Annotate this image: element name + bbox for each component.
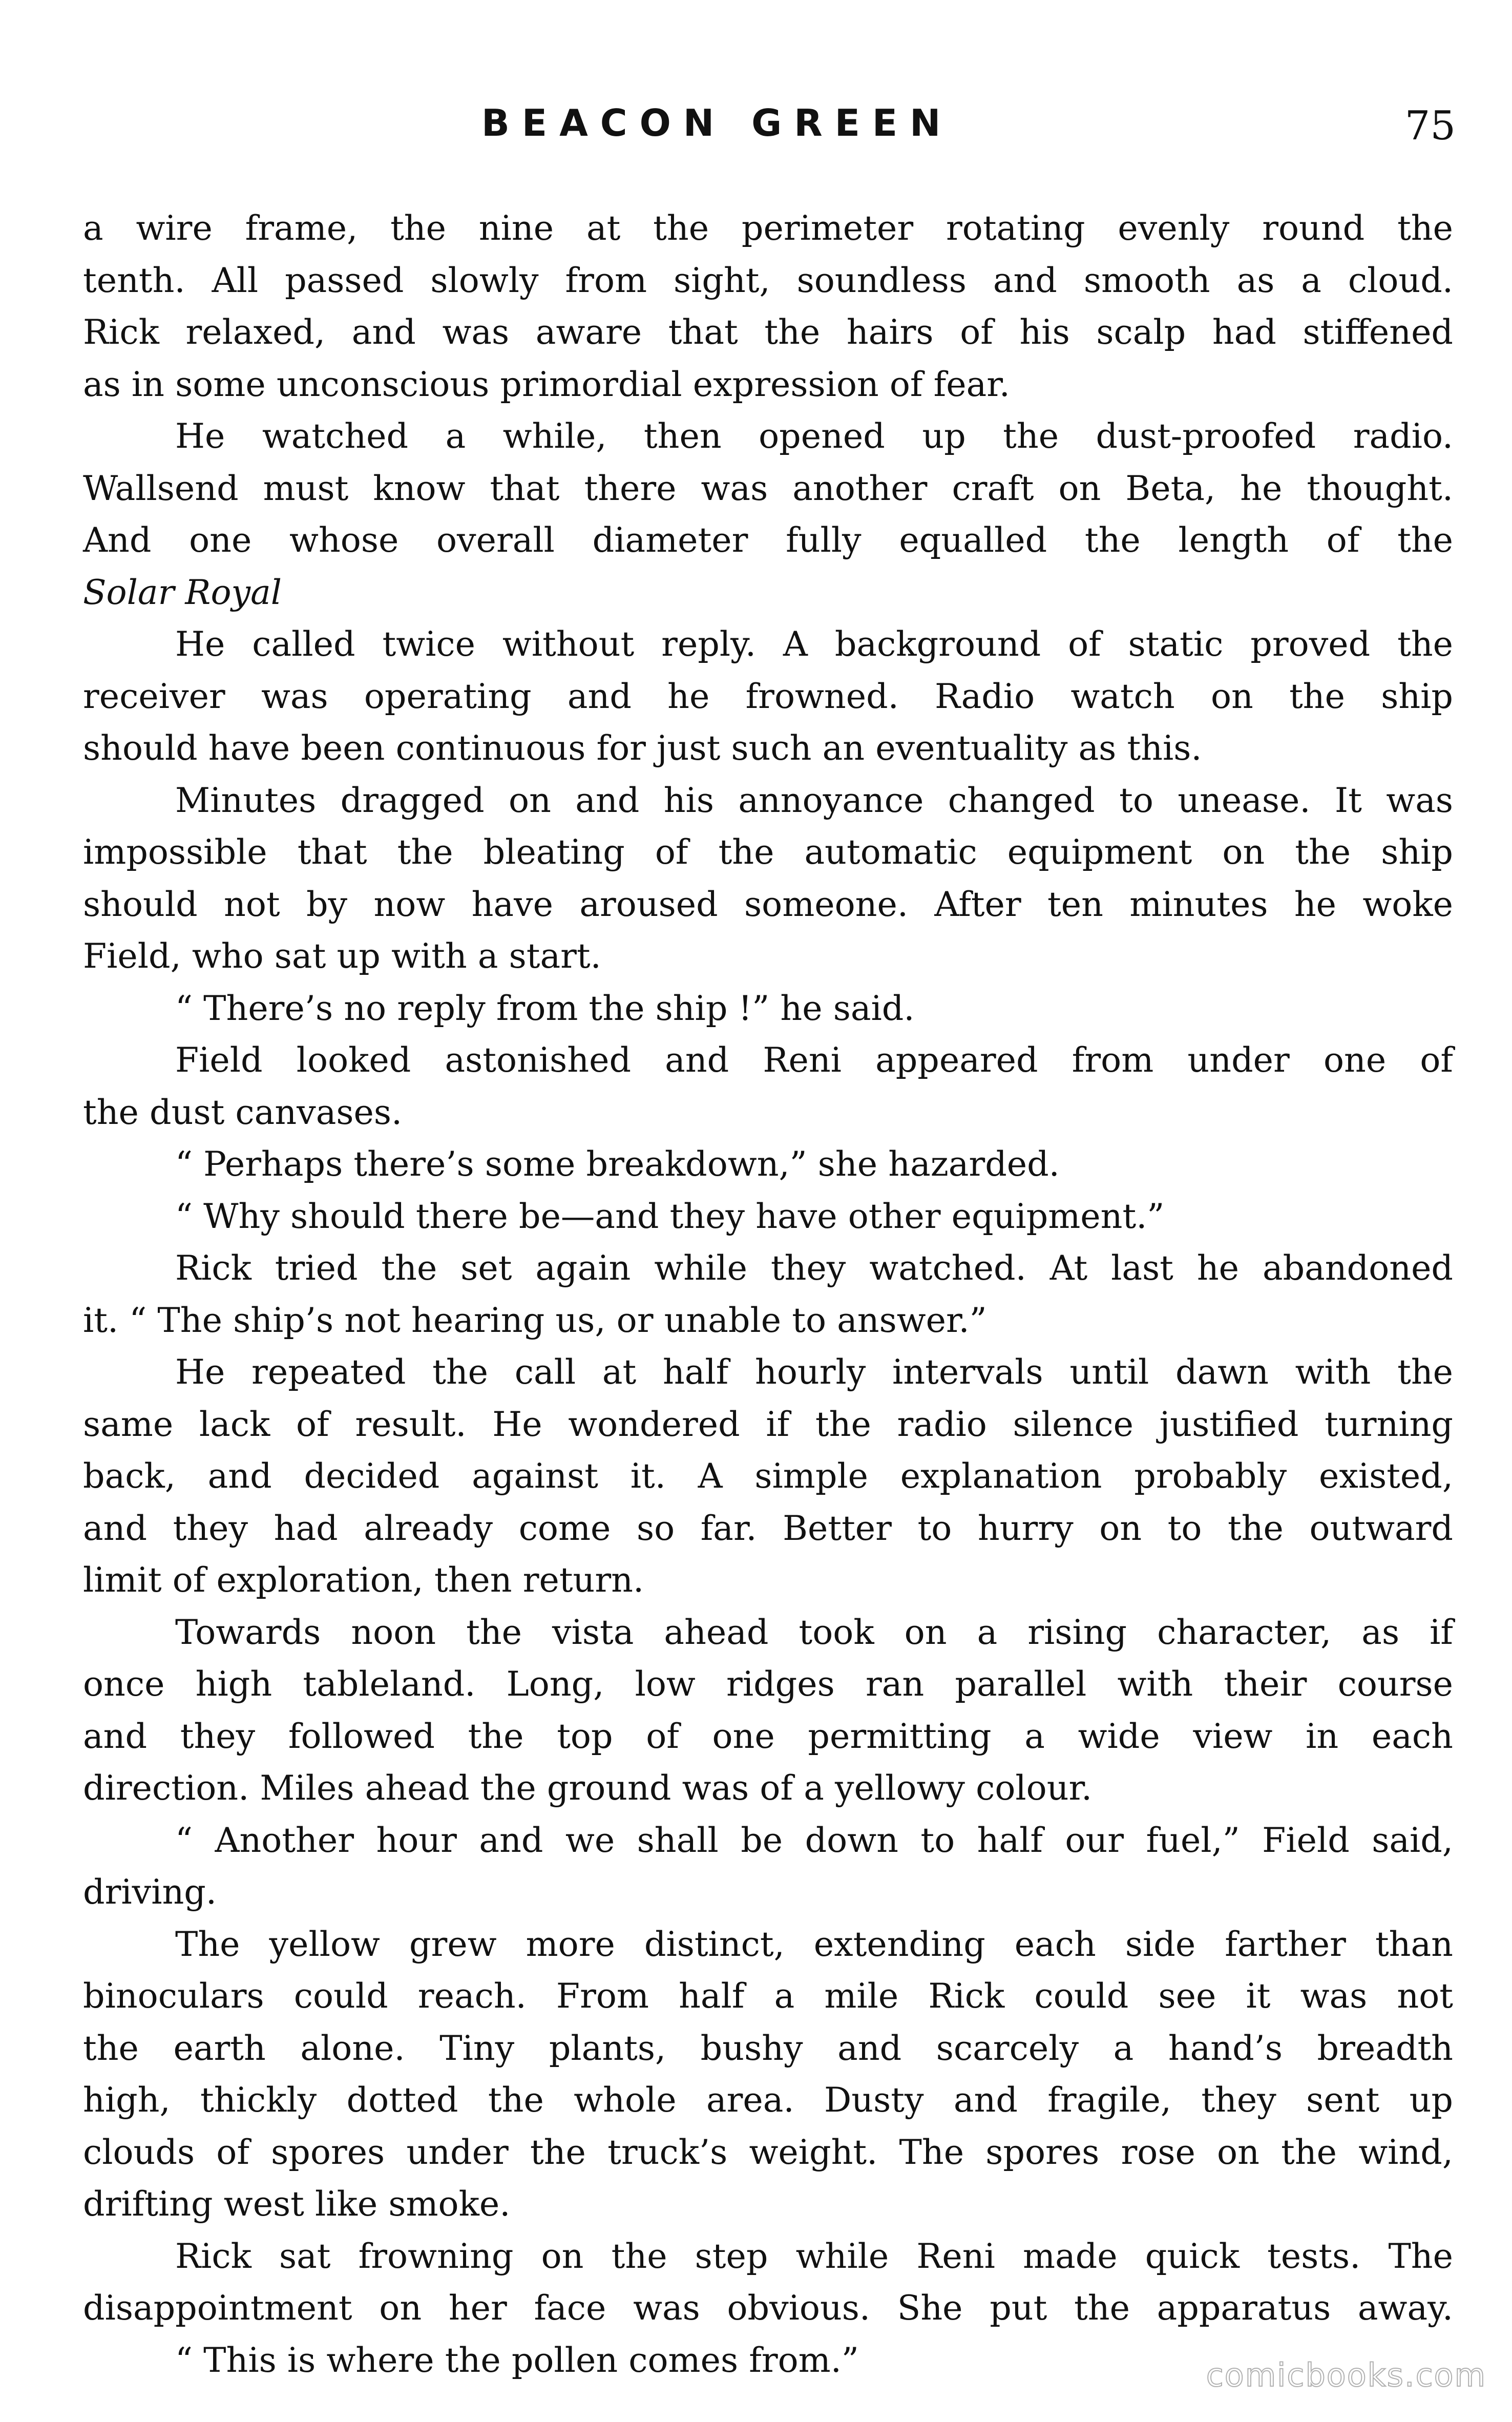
text-line: driving. <box>83 1872 217 1912</box>
text-line: the dust canvases. <box>83 1092 403 1132</box>
text-line: He repeated the call at half hourly intervals until dawn with the <box>175 1352 1453 1392</box>
text-line: “ Another hour and we shall be down to half our fuel,” Field said, <box>175 1820 1453 1860</box>
text-line: should not by now have aroused someone. After ten minutes he woke <box>83 884 1453 924</box>
text-line: it. “ The ship’s not hearing us, or unable to answer.” <box>83 1300 987 1340</box>
text-line: receiver was operating and he frowned. Radio watch on the ship <box>83 676 1453 716</box>
paragraph <box>83 1346 1453 1606</box>
text-line: high, thickly dotted the whole area. Dusty and fragile, they sent up <box>83 2080 1453 2120</box>
text-line: as in some unconscious primordial expression of fear. <box>83 364 1010 404</box>
paragraph <box>83 1918 1453 2230</box>
text-line: disappointment on her face was obvious. She put the apparatus away. <box>83 2288 1453 2328</box>
watermark: comicbooks.com <box>1206 2356 1486 2394</box>
text-line: The yellow grew more distinct, extending each side farther than <box>175 1924 1453 1964</box>
text-line: same lack of result. He wondered if the radio silence justified turning <box>83 1404 1453 1444</box>
text-line: And one whose overall diameter fully equalled the length of the <box>83 520 1453 560</box>
paragraph <box>83 2230 1453 2334</box>
paragraph <box>83 775 1453 983</box>
text-line: Towards noon the vista ahead took on a rising character, as if <box>175 1612 1453 1652</box>
text-line: direction. Miles ahead the ground was of a yellowy colour. <box>83 1768 1093 1808</box>
paragraph <box>83 1606 1453 1814</box>
text-line: “ Why should there be—and they have other equipment.” <box>175 1196 1165 1236</box>
text-line: and they had already come so far. Better to hurry on to the outward <box>83 1508 1453 1548</box>
text-line: the earth alone. Tiny plants, bushy and scarcely a hand’s breadth <box>83 2028 1453 2068</box>
paragraph <box>83 1034 1453 1138</box>
text-line: “ This is where the pollen comes from.” <box>175 2340 859 2380</box>
text-line: drifting west like smoke. <box>83 2184 511 2224</box>
text-line: He watched a while, then opened up the dust-proofed radio. <box>175 416 1453 456</box>
text-line: and they followed the top of one permitting a wide view in each <box>83 1716 1453 1756</box>
text-line: impossible that the bleating of the automatic equipment on the ship <box>83 832 1453 872</box>
text-line: Rick tried the set again while they watched. At last he abandoned <box>175 1248 1453 1288</box>
text-line: binoculars could reach. From half a mile Rick could see it was not <box>83 1976 1453 2016</box>
text-line: Minutes dragged on and his annoyance changed to unease. It was <box>175 780 1453 820</box>
paragraph <box>83 202 1453 410</box>
text-line: tenth. All passed slowly from sight, soundless and smooth as a cloud. <box>83 260 1453 300</box>
paragraph <box>83 618 1453 775</box>
text-line: a wire frame, the nine at the perimeter rotating evenly round the <box>83 208 1453 248</box>
text-line: once high tableland. Long, low ridges ran parallel with their course <box>83 1664 1453 1704</box>
text-line: limit of exploration, then return. <box>83 1560 644 1600</box>
page-number: 75 <box>1404 103 1456 149</box>
paragraph <box>83 410 1453 618</box>
paragraph <box>83 1814 1453 1918</box>
paragraph <box>83 1242 1453 1346</box>
text-line: should have been continuous for just such an eventuality as this. <box>83 728 1202 768</box>
text-line: Wallsend must know that there was another craft on Beta, he thought. <box>83 468 1453 508</box>
text-line: “ There’s no reply from the ship !” he said. <box>175 988 915 1028</box>
text-line: Field looked astonished and Reni appeared from under one of <box>175 1040 1453 1080</box>
text-line: Field, who sat up with a start. <box>83 936 601 976</box>
text-line: “ Perhaps there’s some breakdown,” she hazarded. <box>175 1144 1060 1184</box>
running-title: BEACON GREEN <box>481 101 953 144</box>
text-line: back, and decided against it. A simple explanation probably existed, <box>83 1456 1453 1496</box>
paragraph <box>83 983 1453 1035</box>
paragraph <box>83 1191 1453 1243</box>
paragraph <box>83 1138 1453 1191</box>
text-line: Solar Royal <box>83 572 282 612</box>
body-text <box>83 202 1453 2386</box>
text-line: Rick sat frowning on the step while Reni made quick tests. The <box>175 2236 1453 2276</box>
text-line: Rick relaxed, and was aware that the hairs of his scalp had stiffened <box>83 312 1453 352</box>
text-line: clouds of spores under the truck’s weight. The spores rose on the wind, <box>83 2132 1453 2172</box>
text-line: He called twice without reply. A background of static proved the <box>175 624 1453 664</box>
